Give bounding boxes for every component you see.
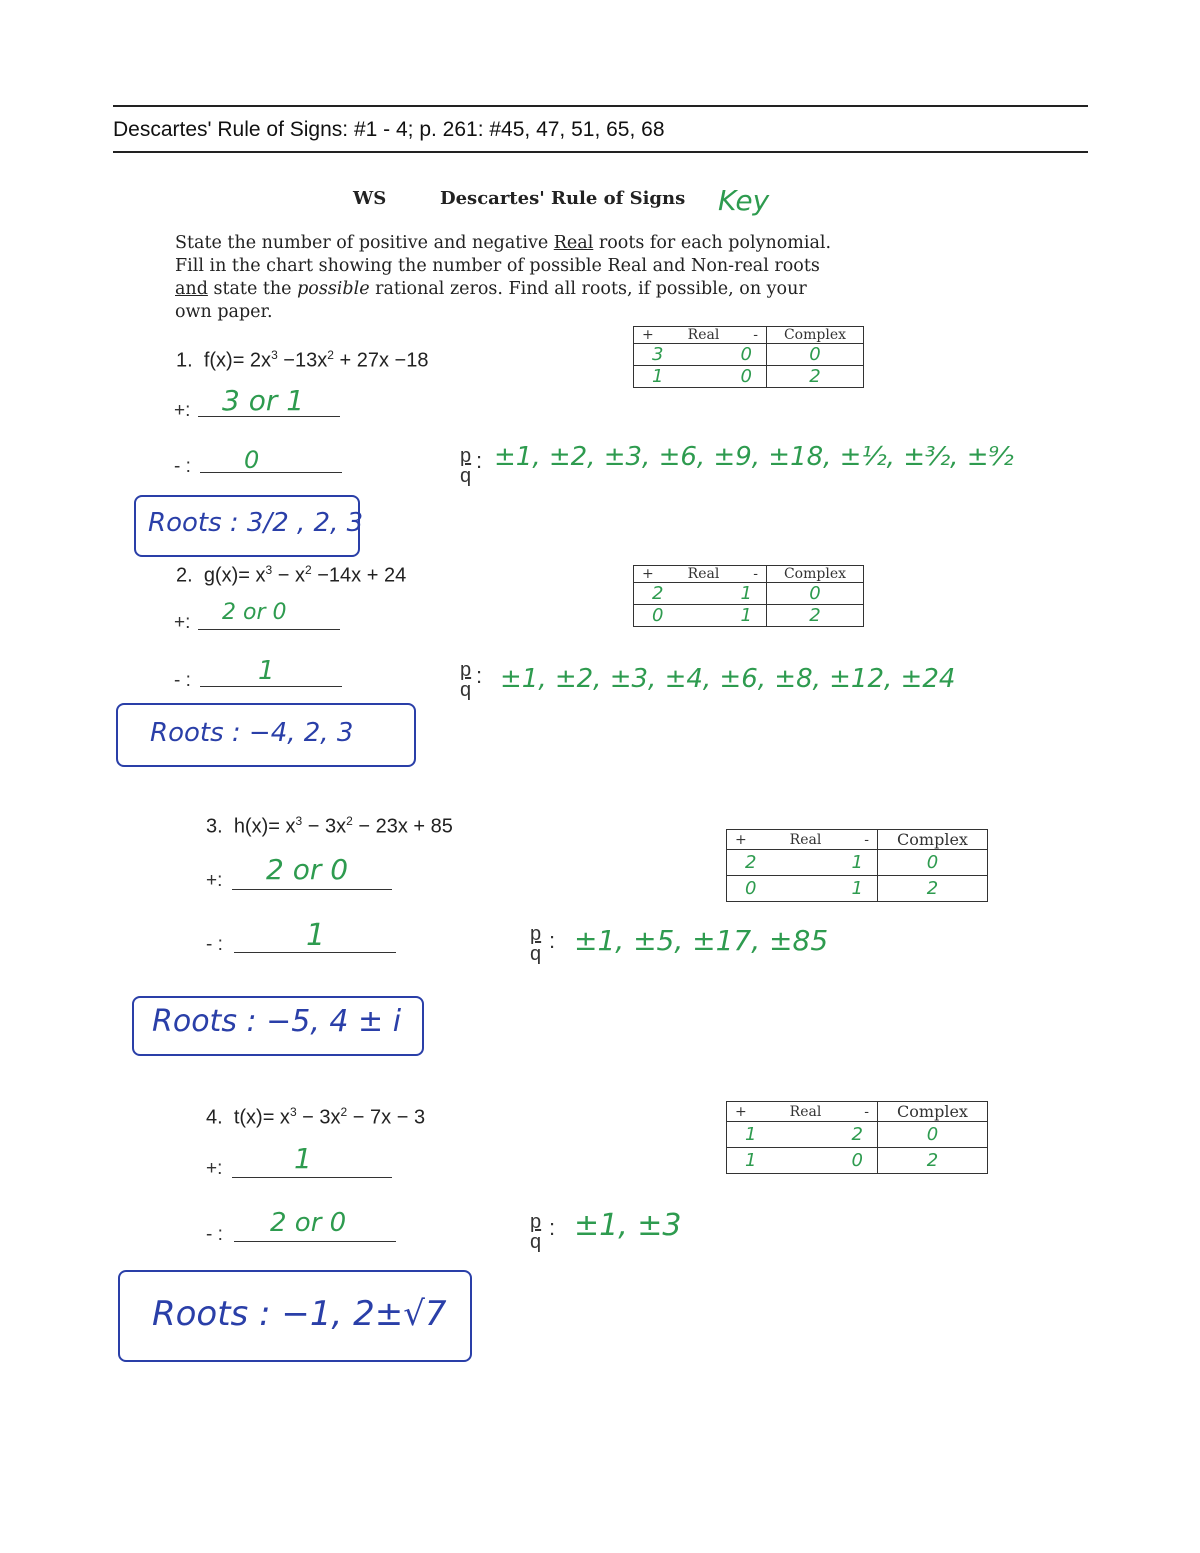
problem-3-minus-label: - : bbox=[206, 934, 223, 955]
problem-4-function: 4. $t(x)= x^3 - 3x^2 - 7x - 3$ bbox=[206, 1105, 426, 1129]
top-rule bbox=[113, 105, 1088, 107]
assignment-header: Descartes' Rule of Signs: #1 - 4; p. 261: #45, 47, 51, 65, 68 bbox=[113, 118, 665, 141]
problem-4-minus-label: - : bbox=[206, 1224, 223, 1245]
problem-2-function: 2. $g(x)= x^3 - x^2 -14x + 24$ bbox=[176, 563, 407, 587]
instructions: State the number of positive and negative Real roots for each polynomial. Fill in the chart showing the number of possible Real and Non-real roots and state the possible rational zeros. Find all roots, if possible, on your own paper. bbox=[175, 233, 832, 322]
header-rule bbox=[113, 151, 1088, 153]
problem-2-pq-fraction: p q bbox=[460, 659, 472, 701]
problem-3-pq-colon: : bbox=[549, 928, 556, 953]
problem-1-plus-label: +: bbox=[174, 400, 191, 421]
problem-1-pq-colon: : bbox=[476, 448, 483, 473]
problem-1-pq-fraction: p q bbox=[460, 445, 472, 487]
problem-3-plus-label: +: bbox=[206, 870, 223, 891]
problem-4-minus-answer: 2 or 0 bbox=[270, 1208, 347, 1238]
problem-1-function: 1. $f(x)= 2x^3 -13x^2 + 27x -18$ bbox=[176, 348, 429, 372]
worksheet-title: Descartes' Rule of Signs bbox=[440, 188, 686, 209]
key-annotation: Key bbox=[718, 184, 770, 217]
problem-3-minus-answer: 1 bbox=[306, 918, 326, 953]
problem-1-minus-label: - : bbox=[174, 456, 191, 477]
problem-3-chart: + Real - Complex 2 1 0 0 1 2 bbox=[726, 829, 988, 902]
problem-1-pq-answer: ±1, ±2, ±3, ±6, ±9, ±18, ±½, ±³⁄₂, ±⁹⁄₂ bbox=[494, 442, 1014, 472]
problem-3-function: 3. $h(x)= x^3 - 3x^2 - 23x + 85$ bbox=[206, 814, 453, 838]
problem-4-plus-label: +: bbox=[206, 1158, 223, 1179]
problem-3-pq-fraction: p q bbox=[530, 923, 542, 965]
problem-4-pq-colon: : bbox=[549, 1215, 556, 1240]
problem-1-roots: Roots : 3/2 , 2, 3 bbox=[148, 508, 364, 538]
problem-2-plus-blank bbox=[198, 629, 340, 630]
problem-2-plus-answer: 2 or 0 bbox=[222, 600, 287, 625]
problem-1-minus-blank bbox=[200, 472, 342, 473]
problem-3-roots: Roots : −5, 4 ± i bbox=[152, 1004, 402, 1039]
problem-1-chart: + Real - Complex 3 0 0 1 0 2 bbox=[633, 326, 864, 388]
problem-2-minus-blank bbox=[200, 686, 342, 687]
problem-3-pq-answer: ±1, ±5, ±17, ±85 bbox=[574, 924, 829, 957]
problem-2-pq-colon: : bbox=[476, 663, 483, 688]
problem-4-plus-answer: 1 bbox=[294, 1142, 312, 1175]
problem-4-pq-fraction: p q bbox=[530, 1211, 542, 1253]
problem-4-roots: Roots : −1, 2±√7 bbox=[152, 1294, 447, 1334]
problem-2-pq-answer: ±1, ±2, ±3, ±4, ±6, ±8, ±12, ±24 bbox=[500, 664, 956, 694]
problem-4-plus-blank bbox=[232, 1177, 392, 1178]
problem-1-minus-answer: 0 bbox=[244, 446, 260, 474]
problem-3-plus-blank bbox=[232, 889, 392, 890]
problem-4-pq-answer: ±1, ±3 bbox=[574, 1208, 682, 1243]
problem-4-minus-blank bbox=[234, 1241, 396, 1242]
problem-2-chart: + Real - Complex 2 1 0 0 1 2 bbox=[633, 565, 864, 627]
problem-1-plus-answer: 3 or 1 bbox=[222, 384, 305, 417]
problem-4-chart: + Real - Complex 1 2 0 1 0 2 bbox=[726, 1101, 988, 1174]
problem-3-plus-answer: 2 or 0 bbox=[266, 853, 349, 886]
problem-2-minus-label: - : bbox=[174, 670, 191, 691]
problem-2-plus-label: +: bbox=[174, 612, 191, 633]
problem-2-minus-answer: 1 bbox=[258, 656, 275, 686]
problem-2-roots: Roots : −4, 2, 3 bbox=[150, 718, 354, 748]
ws-label: WS bbox=[353, 188, 387, 209]
